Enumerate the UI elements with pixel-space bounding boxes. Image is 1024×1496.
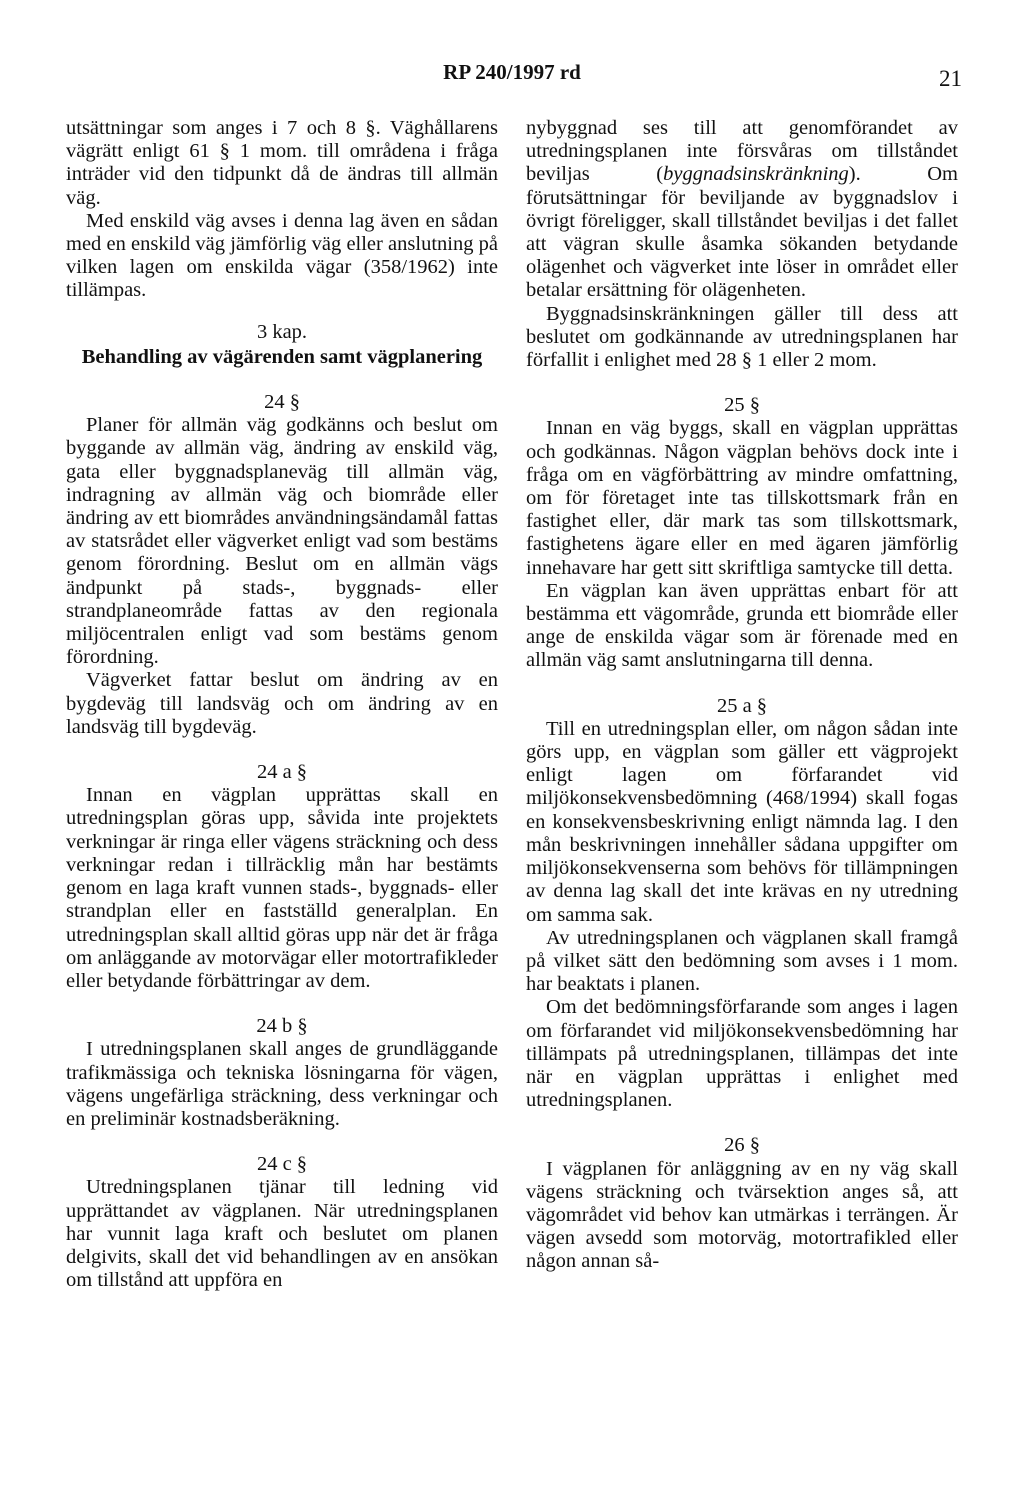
- paragraph: Av utredningsplanen och vägplanen skall framgå på vilket sätt den bedömning som avses i 1 mom. har beaktats i planen.: [526, 926, 958, 996]
- right-column: [526, 117, 958, 1274]
- paragraph: Med enskild väg avses i denna lag även en sådan med en enskild väg jämförlig väg eller anslutning på vilken lagen om enskilda vägar (358/1962) inte tillämpas.: [66, 209, 498, 302]
- text-run: nybyggnad ses till att genomförandet av utredningsplanen inte försvåras om tillståndet beviljas (: [526, 117, 958, 186]
- paragraph: I vägplanen för anläggning av en ny väg skall vägens sträckning och tvärsektion anges så, att vägområdet vid behov kan utmärkas i terrängen. Är vägen avsedd som motorväg, motortrafikled eller någon annan så-: [526, 1157, 958, 1273]
- paragraph: Innan en väg byggs, skall en vägplan upprättas och godkännas. Någon vägplan behövs dock inte i fråga om en vägförbättring av mindre omfattning, om för företaget inte tas tillskottsmark från en fastighet eller, där mark tas som tillskottsmark, fastighetens ägare eller en med ägaren jämförlig innehavare har gett sitt skriftliga samtycke till detta.: [526, 417, 958, 579]
- left-column: [66, 117, 498, 1292]
- emphasized-term: byggnadsinskränkning: [663, 163, 849, 186]
- document-id: RP 240/1997 rd: [443, 60, 581, 84]
- paragraph: Utredningsplanen tjänar till ledning vid upprättandet av vägplanen. När utredningsplanen har vunnit laga kraft och beslutet om planen delgivits, skall det vid behandlingen av en ansökan om tillstånd att uppföra en: [66, 1176, 498, 1292]
- paragraph: Till en utredningsplan eller, om någon sådan inte görs upp, en vägplan som gäller ett vägprojekt enligt lagen om förfarandet vid miljökonsekvensbedömning (468/1994) skall fogas en konsekvensbeskrivning enligt nämnda lag. I den mån beskrivningen innehåller sådana uppgifter om miljökonsekvenserna som behövs för tillämpningen av denna lag skall det inte krävas en ny utredning om samma sak.: [526, 717, 958, 926]
- page-header: [0, 60, 1024, 100]
- section-title: 24 a §: [256, 761, 308, 784]
- section-title: 24 b §: [256, 1015, 308, 1038]
- paragraph: utsättningar som anges i 7 och 8 §. Väghållarens vägrätt enligt 61 § 1 mom. till områdena i fråga inträder vid den tidpunkt då de ändras till allmän väg.: [66, 117, 498, 209]
- chapter-number: 3 kap.: [256, 320, 308, 343]
- section-title: 25 §: [724, 394, 760, 417]
- paragraph: [526, 117, 958, 303]
- paragraph: Planer för allmän väg godkänns och beslut om byggande av allmän väg, ändring av enskild väg, gata eller byggnadsplaneväg till allmän väg, indragning av allmän väg och biområde eller ändring av ett biområdes användningsändamål fattas av statsrådet eller vägverket enligt vad som bestäms genom förordning. Beslut om en allmän vägs ändpunkt på stads-, byggnads- eller strandplaneområde fattas av den regionala miljöcentralen enligt vad som bestäms genom förordning.: [66, 414, 498, 669]
- paragraph: Vägverket fattar beslut om ändring av en bygdeväg till landsväg och om ändring av en landsväg till bygdeväg.: [66, 669, 498, 738]
- section-title: 26 §: [724, 1134, 760, 1157]
- section-title: 24 c §: [256, 1153, 308, 1176]
- text-run: ). Om förutsättningar för beviljande av byggnadslov i övrigt föreligger, skall tillståndet beviljas i det fallet att vägran skulle åsamka sökanden betydande olägenhet och vägverket inte löser in området eller betalar ersättning för olägenheten.: [526, 163, 959, 302]
- section-title: 24 §: [264, 391, 300, 414]
- paragraph: En vägplan kan även upprättas enbart för att bestämma ett vägområde, grunda ett biområde eller ange de enskilda vägar som är förenade med en allmän väg samt anslutningarna till denna.: [526, 579, 958, 672]
- chapter-heading: Behandling av vägärenden samt vägplanering: [81, 345, 483, 368]
- paragraph: Byggnadsinskränkningen gäller till dess att beslutet om godkännande av utredningsplanen har förfallit i enlighet med 28 § 1 eller 2 mom.: [526, 302, 958, 372]
- paragraph: I utredningsplanen skall anges de grundläggande trafikmässiga och tekniska lösningarna för vägen, vägens ungefärliga sträckning, dess verkningar och en preliminär kostnadsberäkning.: [66, 1038, 498, 1130]
- section-title: 25 a §: [716, 694, 768, 717]
- paragraph: Om det bedömningsförfarande som anges i lagen om förfarandet vid miljökonsekvensbedömning har tillämpats på utredningsplanen, tillämpas det inte när en vägplan upprättas i enlighet med utredningsplanen.: [526, 996, 958, 1112]
- paragraph: Innan en vägplan upprättas skall en utredningsplan göras upp, såvida inte projektets verkningar är ringa eller vägens sträckning och dess verkningar redan i tillräcklig mån har bestämts genom en laga kraft vunnen stads-, byggnads- eller strandplan eller en fastställd generalplan. En utredningsplan skall alltid göras upp när det är fråga om anläggande av motorvägar eller motortrafikleder eller betydande förbättringar av dem.: [66, 784, 498, 992]
- page-number: 21: [939, 66, 962, 91]
